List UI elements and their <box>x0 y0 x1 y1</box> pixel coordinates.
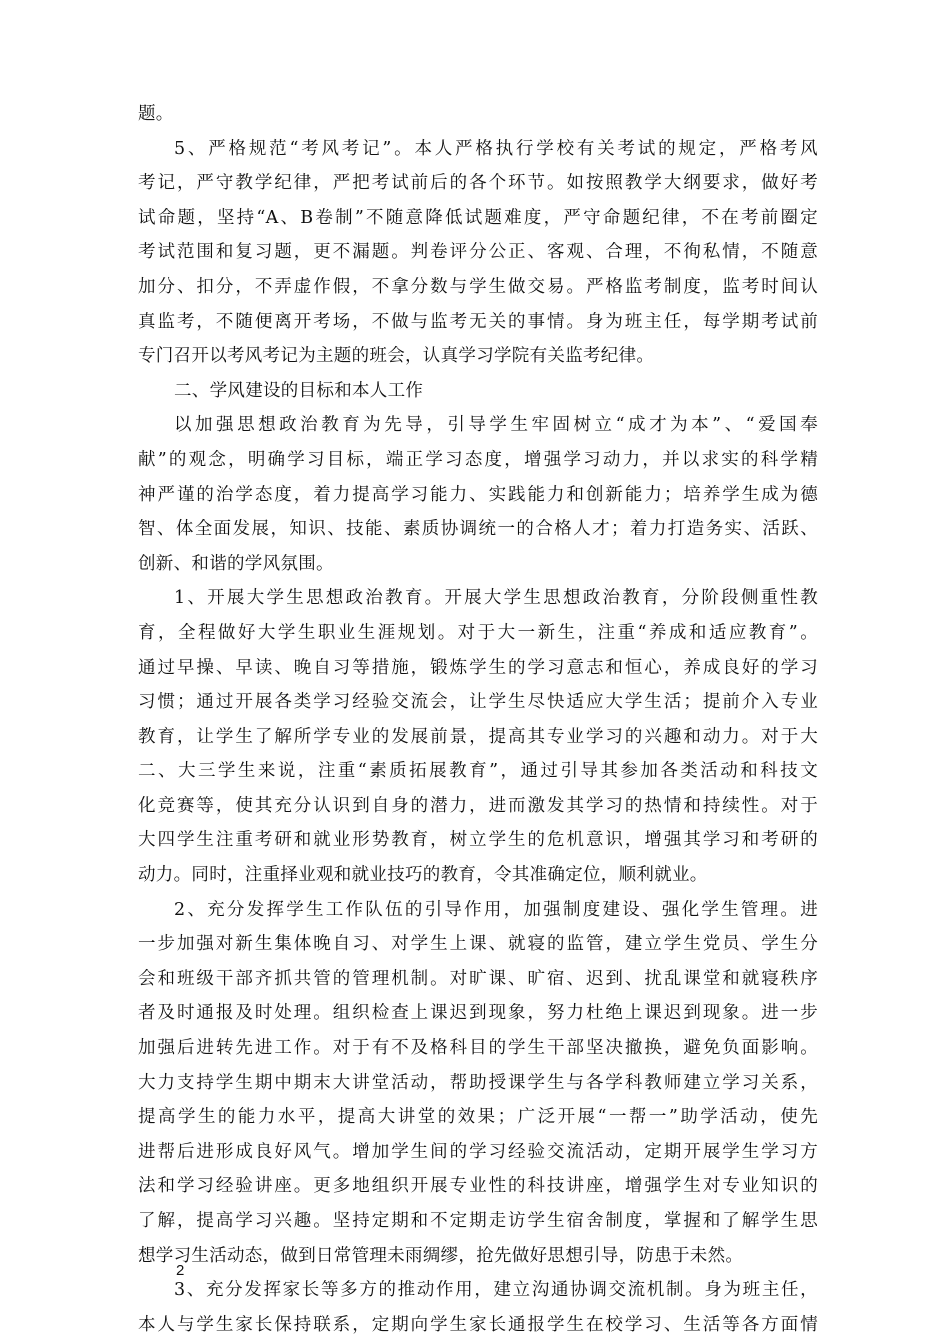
text-line: 教育，让学生了解所学专业的发展前景，提高其专业学习的兴趣和动力。对于大 <box>138 726 818 747</box>
text-line: 专门召开以考风考记为主题的班会，认真学习学院有关监考纪律。 <box>138 346 655 367</box>
paragraph-start-line: 以加强思想政治教育为先导，引导学生牢固树立“成才为本”、“爱国奉 <box>174 415 818 436</box>
text-line: 者及时通报及时处理。组织检查上课迟到现象，努力杜绝上课迟到现象。进一步 <box>138 1003 818 1024</box>
text-line: 真监考，不随便离开考场，不做与监考无关的事情。身为班主任，每学期考试前 <box>138 311 818 332</box>
text-line: 献”的观念，明确学习目标，端正学习态度，增强学习动力，并以求实的科学精 <box>138 449 818 470</box>
text-line: 一步加强对新生集体晚自习、对学生上课、就寝的监管，建立学生党员、学生分 <box>138 934 818 955</box>
text-line: 想学习生活动态，做到日常管理未雨绸缪，抢先做好思想引导，防患于未然。 <box>138 1245 744 1266</box>
text-line: 加强后进转先进工作。对于有不及格科目的学生干部坚决撤换，避免负面影响。 <box>138 1038 818 1059</box>
text-line: 法和学习经验讲座。更多地组织开展专业性的科技讲座，增强学生对专业知识的 <box>138 1176 818 1197</box>
paragraph-start-line: 2、充分发挥学生工作队伍的引导作用，加强制度建设、强化学生管理。进 <box>174 899 818 920</box>
text-line: 大力支持学生期中期末大讲堂活动，帮助授课学生与各学科教师建立学习关系， <box>138 1072 818 1093</box>
text-line: 提高学生的能力水平，提高大讲堂的效果；广泛开展“一帮一”助学活动，使先 <box>138 1107 818 1128</box>
text-line: 了解，提高学习兴趣。坚持定期和不定期走访学生宿舍制度，掌握和了解学生思 <box>138 1211 818 1231</box>
paragraph-start-line: 5、严格规范“考风考记”。本人严格执行学校有关考试的规定，严格考风 <box>174 138 818 159</box>
text-line: 考试范围和复习题，更不漏题。判卷评分公正、客观、合理，不徇私情，不随意 <box>138 242 818 263</box>
text-line: 进帮后进形成良好风气。增加学生间的学习经验交流活动，定期开展学生学习方 <box>138 1141 818 1162</box>
section-heading: 二、学风建设的目标和本人工作 <box>174 380 424 401</box>
text-line: 智、体全面发展，知识、技能、素质协调统一的合格人才；着力打造务实、活跃、 <box>138 519 818 540</box>
paragraph-start-line: 3、充分发挥家长等多方的推动作用，建立沟通协调交流机制。身为班主任， <box>174 1280 818 1301</box>
text-line: 试命题，坚持“A、B卷制”不随意降低试题难度，严守命题纪律，不在考前圈定 <box>138 207 818 228</box>
text-line: 化竞赛等，使其充分认识到自身的潜力，进而激发其学习的热情和持续性。对于 <box>138 795 818 816</box>
text-line: 创新、和谐的学风氛围。 <box>138 553 334 574</box>
document-body <box>138 97 818 1342</box>
page-number: 2 <box>176 1262 185 1279</box>
text-line: 本人与学生家长保持联系，定期向学生家长通报学生在校学习、生活等各方面情 <box>138 1314 818 1335</box>
text-line: 育，全程做好大学生职业生涯规划。对于大一新生，注重“养成和适应教育”。 <box>138 622 818 643</box>
text-line: 二、大三学生来说，注重“素质拓展教育”，通过引导其参加各类活动和科技文 <box>138 761 818 782</box>
paragraph-start-line: 1、开展大学生思想政治教育。开展大学生思想政治教育，分阶段侧重性教 <box>174 588 818 609</box>
text-line: 习惯；通过开展各类学习经验交流会，让学生尽快适应大学生活；提前介入专业 <box>138 692 818 713</box>
text-line: 动力。同时，注重择业观和就业技巧的教育，令其准确定位，顺利就业。 <box>138 865 708 886</box>
text-line: 加分、扣分，不弄虚作假，不拿分数与学生做交易。严格监考制度，监考时间认 <box>138 276 818 297</box>
text-line: 会和班级干部齐抓共管的管理机制。对旷课、旷宿、迟到、扰乱课堂和就寝秩序 <box>138 968 818 989</box>
text-line: 题。 <box>138 104 174 124</box>
text-line: 考记，严守教学纪律，严把考试前后的各个环节。如按照教学大纲要求，做好考 <box>138 173 818 194</box>
text-line: 大四学生注重考研和就业形势教育，树立学生的危机意识，增强其学习和考研的 <box>138 830 818 851</box>
text-line: 通过早操、早读、晚自习等措施，锻炼学生的学习意志和恒心，养成良好的学习 <box>138 657 818 678</box>
text-line: 神严谨的治学态度，着力提高学习能力、实践能力和创新能力；培养学生成为德 <box>138 484 818 505</box>
